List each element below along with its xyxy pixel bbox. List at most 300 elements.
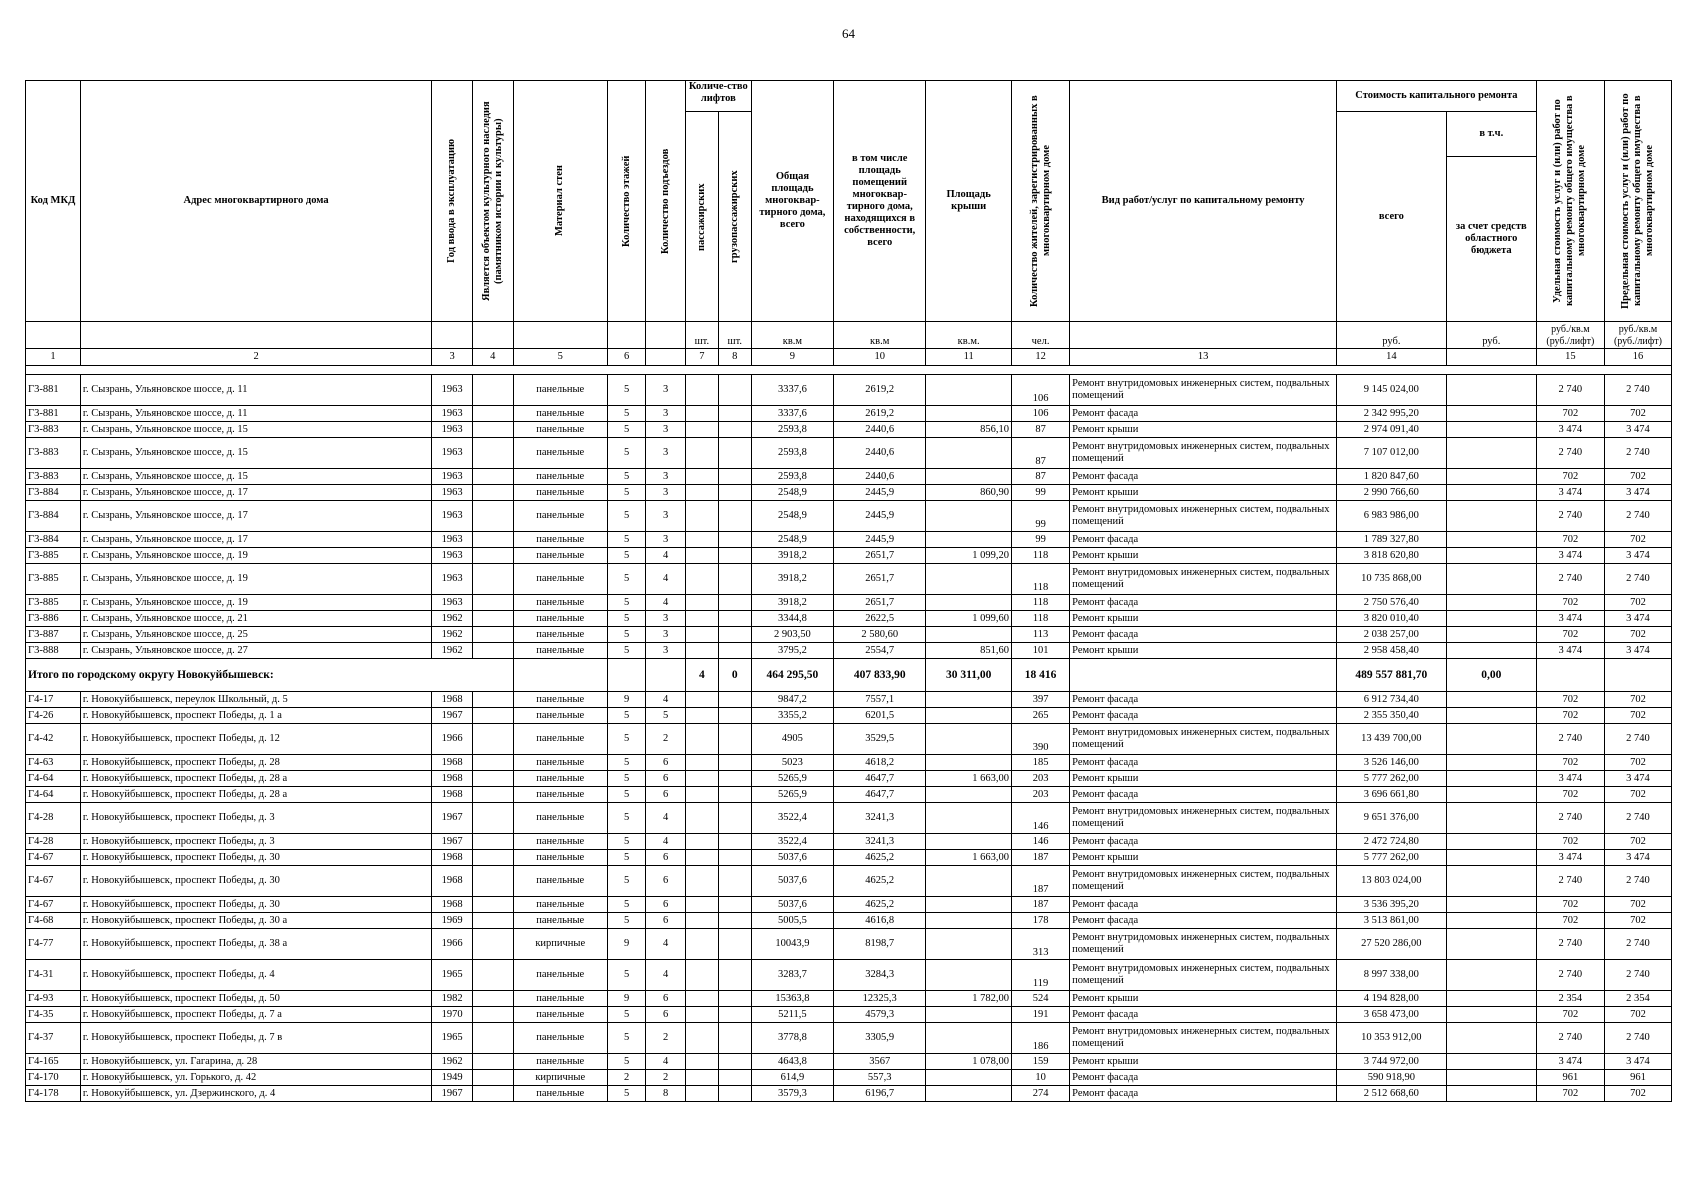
- cell-limit-cost: 3 474: [1604, 771, 1671, 787]
- cell-code: Г3-883: [26, 422, 81, 438]
- cell-cost-total: 2 750 576,40: [1336, 595, 1446, 611]
- cell-floors: 5: [607, 708, 645, 724]
- rows-novokuybyshevsk: [26, 692, 1672, 1102]
- cell-year: 1962: [432, 611, 473, 627]
- cell-cost-total: 2 958 458,40: [1336, 643, 1446, 659]
- cell-unit-cost: 3 474: [1536, 1054, 1604, 1070]
- cell-heritage: [472, 755, 513, 771]
- table-row: [26, 643, 1672, 659]
- cell-limit-cost: 702: [1604, 1086, 1671, 1102]
- cell-wall-material: панельные: [513, 1086, 607, 1102]
- cell-residents: 119: [1011, 960, 1069, 991]
- cell-cost-total: 10 353 912,00: [1336, 1023, 1446, 1054]
- cell-area-total: 3337,6: [751, 406, 833, 422]
- cell-code: Г4-17: [26, 692, 81, 708]
- cell-heritage: [472, 375, 513, 406]
- cell-area-total: 2593,8: [751, 469, 833, 485]
- table-header: [26, 81, 1672, 375]
- cell-unit-cost: 3 474: [1536, 643, 1604, 659]
- table-row: [26, 548, 1672, 564]
- cell-work-type: Ремонт внутридомовых инженерных систем, подвальных помещений: [1070, 501, 1337, 532]
- cell-floors: 5: [607, 913, 645, 929]
- cell-area-owned: 2445,9: [834, 532, 926, 548]
- cell-lifts-pass: [685, 897, 718, 913]
- cell-address: г. Новокуйбышевск, ул. Горького, д. 42: [80, 1070, 431, 1086]
- cell-code: Г4-37: [26, 1023, 81, 1054]
- cell-area-owned: 557,3: [834, 1070, 926, 1086]
- cell-floors: 5: [607, 755, 645, 771]
- cell-area-owned: 3529,5: [834, 724, 926, 755]
- cell-area-owned: 2622,5: [834, 611, 926, 627]
- cell-entrances: 4: [646, 1054, 686, 1070]
- cell-limit-cost: 702: [1604, 692, 1671, 708]
- cell-entrances: 4: [646, 929, 686, 960]
- cell-year: 1962: [432, 1054, 473, 1070]
- cell-heritage: [472, 501, 513, 532]
- table-row: [26, 438, 1672, 469]
- cell-area-owned: 2651,7: [834, 595, 926, 611]
- cell-area-total: 3918,2: [751, 595, 833, 611]
- cell-year: 1968: [432, 897, 473, 913]
- total-section: [26, 659, 1672, 692]
- cell-address: г. Новокуйбышевск, проспект Победы, д. 28: [80, 755, 431, 771]
- cell-residents: 313: [1011, 929, 1069, 960]
- cell-lifts-cargo: [718, 406, 751, 422]
- cell-roof-area: [926, 708, 1012, 724]
- cell-limit-cost: 2 354: [1604, 991, 1671, 1007]
- cell-cost-budget: [1446, 1007, 1536, 1023]
- cell-roof-area: 856,10: [926, 422, 1012, 438]
- header-lifts-pass: пассажирских: [695, 182, 707, 251]
- cell-cost-total: 2 355 350,40: [1336, 708, 1446, 724]
- cell-area-total: 3337,6: [751, 375, 833, 406]
- cell-entrances: 3: [646, 532, 686, 548]
- cell-lifts-pass: [685, 501, 718, 532]
- cell-wall-material: панельные: [513, 1054, 607, 1070]
- cell-floors: 5: [607, 787, 645, 803]
- cell-entrances: 8: [646, 1086, 686, 1102]
- cell-unit-cost: 2 740: [1536, 438, 1604, 469]
- cell-residents: 265: [1011, 708, 1069, 724]
- cell-lifts-pass: [685, 548, 718, 564]
- cell-lifts-pass: [685, 929, 718, 960]
- unit-cell: шт.: [718, 322, 751, 349]
- cell-cost-total: 7 107 012,00: [1336, 438, 1446, 469]
- cell-code: Г4-35: [26, 1007, 81, 1023]
- cell-cost-total: 2 342 995,20: [1336, 406, 1446, 422]
- cell-wall-material: панельные: [513, 548, 607, 564]
- header-unit-cost: Удельная стоимость услуг и (или) работ по капитальному ремонту общего имущества в многоквартирном доме: [1552, 95, 1588, 307]
- cell-roof-area: [926, 897, 1012, 913]
- cell-year: 1968: [432, 692, 473, 708]
- cell-floors: 5: [607, 485, 645, 501]
- cell-cost-budget: [1446, 913, 1536, 929]
- cell-heritage: [472, 834, 513, 850]
- cell-code: Г4-64: [26, 787, 81, 803]
- cell-unit-cost: 3 474: [1536, 611, 1604, 627]
- cell-address: г. Сызрань, Ульяновское шоссе, д. 17: [80, 501, 431, 532]
- cell-lifts-cargo: [718, 438, 751, 469]
- cell-residents: 118: [1011, 548, 1069, 564]
- cell-cost-total: 3 820 010,40: [1336, 611, 1446, 627]
- header-area-total: Общая площадь многоквар-тирного дома, всего: [751, 81, 833, 322]
- cell-address: г. Сызрань, Ульяновское шоссе, д. 17: [80, 532, 431, 548]
- cell-code: Г3-884: [26, 532, 81, 548]
- cell-roof-area: 1 663,00: [926, 771, 1012, 787]
- cell-address: г. Новокуйбышевск, проспект Победы, д. 28 а: [80, 771, 431, 787]
- table-row: [26, 708, 1672, 724]
- cell-heritage: [472, 564, 513, 595]
- table-row: [26, 1070, 1672, 1086]
- cell-year: 1963: [432, 469, 473, 485]
- cell-cost-budget: [1446, 1070, 1536, 1086]
- total-roof-area: 30 311,00: [926, 659, 1012, 692]
- cell-floors: 5: [607, 643, 645, 659]
- cell-entrances: 6: [646, 897, 686, 913]
- cell-area-owned: 6196,7: [834, 1086, 926, 1102]
- cell-floors: 5: [607, 548, 645, 564]
- cell-limit-cost: 702: [1604, 627, 1671, 643]
- table-row: [26, 803, 1672, 834]
- cell-cost-budget: [1446, 406, 1536, 422]
- cell-residents: 524: [1011, 991, 1069, 1007]
- cell-limit-cost: 3 474: [1604, 1054, 1671, 1070]
- cell-heritage: [472, 913, 513, 929]
- cell-entrances: 3: [646, 501, 686, 532]
- cell-entrances: 2: [646, 1023, 686, 1054]
- cell-wall-material: панельные: [513, 422, 607, 438]
- cell-floors: 5: [607, 406, 645, 422]
- cell-area-total: 3283,7: [751, 960, 833, 991]
- cell-lifts-pass: [685, 708, 718, 724]
- cell-unit-cost: 702: [1536, 1086, 1604, 1102]
- table-row: [26, 1023, 1672, 1054]
- cell-unit-cost: 2 740: [1536, 803, 1604, 834]
- cell-lifts-cargo: [718, 1086, 751, 1102]
- cell-lifts-cargo: [718, 991, 751, 1007]
- cell-wall-material: панельные: [513, 724, 607, 755]
- header-cost-incl: в т.ч.: [1446, 112, 1536, 157]
- cell-lifts-cargo: [718, 485, 751, 501]
- header-heritage: Является объектом культурного наследия (памятником истории и культуры): [480, 101, 504, 301]
- cell-work-type: Ремонт внутридомовых инженерных систем, подвальных помещений: [1070, 960, 1337, 991]
- cell-area-owned: 7557,1: [834, 692, 926, 708]
- table-row: [26, 1007, 1672, 1023]
- cell-entrances: 3: [646, 406, 686, 422]
- page-number: 64: [842, 26, 855, 41]
- cell-code: Г4-31: [26, 960, 81, 991]
- cell-code: Г4-67: [26, 897, 81, 913]
- table-row: [26, 834, 1672, 850]
- cell-year: 1962: [432, 627, 473, 643]
- cell-year: 1968: [432, 850, 473, 866]
- cell-floors: 5: [607, 866, 645, 897]
- cell-year: 1966: [432, 724, 473, 755]
- total-residents: 18 416: [1011, 659, 1069, 692]
- cell-lifts-pass: [685, 406, 718, 422]
- cell-area-total: 5023: [751, 755, 833, 771]
- cell-heritage: [472, 1086, 513, 1102]
- cell-year: 1963: [432, 375, 473, 406]
- cell-roof-area: [926, 532, 1012, 548]
- cell-cost-total: 590 918,90: [1336, 1070, 1446, 1086]
- table-row: [26, 422, 1672, 438]
- cell-work-type: Ремонт внутридомовых инженерных систем, подвальных помещений: [1070, 438, 1337, 469]
- cell-floors: 5: [607, 501, 645, 532]
- cell-cost-total: 3 696 661,80: [1336, 787, 1446, 803]
- cell-lifts-cargo: [718, 929, 751, 960]
- cell-area-total: 5265,9: [751, 787, 833, 803]
- cell-unit-cost: 2 740: [1536, 564, 1604, 595]
- total-area: 464 295,50: [751, 659, 833, 692]
- cell-limit-cost: 702: [1604, 834, 1671, 850]
- cell-limit-cost: 2 740: [1604, 724, 1671, 755]
- cell-area-total: 5037,6: [751, 850, 833, 866]
- cell-residents: 159: [1011, 1054, 1069, 1070]
- cell-work-type: Ремонт внутридомовых инженерных систем, подвальных помещений: [1070, 1023, 1337, 1054]
- cell-work-type: Ремонт фасада: [1070, 913, 1337, 929]
- cell-area-owned: 4625,2: [834, 850, 926, 866]
- capital-repair-table: [25, 80, 1672, 1102]
- cell-entrances: 4: [646, 595, 686, 611]
- cell-address: г. Новокуйбышевск, проспект Победы, д. 30: [80, 866, 431, 897]
- cell-year: 1969: [432, 913, 473, 929]
- cell-roof-area: [926, 406, 1012, 422]
- cell-wall-material: панельные: [513, 850, 607, 866]
- cell-entrances: 6: [646, 787, 686, 803]
- cell-work-type: Ремонт внутридомовых инженерных систем, подвальных помещений: [1070, 564, 1337, 595]
- cell-residents: 397: [1011, 692, 1069, 708]
- table-row: [26, 501, 1672, 532]
- cell-lifts-pass: [685, 1086, 718, 1102]
- cell-address: г. Новокуйбышевск, проспект Победы, д. 38 а: [80, 929, 431, 960]
- cell-cost-total: 27 520 286,00: [1336, 929, 1446, 960]
- cell-lifts-cargo: [718, 897, 751, 913]
- table-row: [26, 755, 1672, 771]
- cell-cost-budget: [1446, 708, 1536, 724]
- cell-lifts-pass: [685, 724, 718, 755]
- cell-cost-budget: [1446, 929, 1536, 960]
- cell-wall-material: панельные: [513, 866, 607, 897]
- column-number: 11: [926, 349, 1012, 366]
- cell-unit-cost: 3 474: [1536, 548, 1604, 564]
- cell-work-type: Ремонт фасада: [1070, 532, 1337, 548]
- table-row: [26, 897, 1672, 913]
- cell-lifts-cargo: [718, 708, 751, 724]
- cell-heritage: [472, 803, 513, 834]
- cell-roof-area: 860,90: [926, 485, 1012, 501]
- cell-work-type: Ремонт фасада: [1070, 755, 1337, 771]
- cell-cost-budget: [1446, 755, 1536, 771]
- cell-residents: 99: [1011, 485, 1069, 501]
- cell-year: 1967: [432, 803, 473, 834]
- cell-cost-budget: [1446, 692, 1536, 708]
- cell-code: Г4-68: [26, 913, 81, 929]
- cell-limit-cost: 702: [1604, 532, 1671, 548]
- cell-year: 1967: [432, 834, 473, 850]
- column-number: 4: [472, 349, 513, 366]
- cell-area-total: 5265,9: [751, 771, 833, 787]
- cell-cost-total: 10 735 868,00: [1336, 564, 1446, 595]
- unit-cell: кв.м: [751, 322, 833, 349]
- column-number: 3: [432, 349, 473, 366]
- cell-code: Г3-885: [26, 548, 81, 564]
- table-row: [26, 469, 1672, 485]
- cell-wall-material: панельные: [513, 406, 607, 422]
- cell-residents: 187: [1011, 866, 1069, 897]
- cell-residents: 106: [1011, 406, 1069, 422]
- cell-code: Г3-881: [26, 406, 81, 422]
- cell-code: Г4-77: [26, 929, 81, 960]
- cell-work-type: Ремонт внутридомовых инженерных систем, подвальных помещений: [1070, 724, 1337, 755]
- cell-residents: 99: [1011, 532, 1069, 548]
- cell-code: Г4-28: [26, 803, 81, 834]
- cell-work-type: Ремонт фасада: [1070, 1086, 1337, 1102]
- cell-floors: 5: [607, 1023, 645, 1054]
- cell-lifts-cargo: [718, 1007, 751, 1023]
- cell-year: 1963: [432, 438, 473, 469]
- cell-entrances: 4: [646, 834, 686, 850]
- cell-code: Г4-67: [26, 850, 81, 866]
- cell-area-total: 614,9: [751, 1070, 833, 1086]
- cell-residents: 113: [1011, 627, 1069, 643]
- cell-code: Г3-884: [26, 485, 81, 501]
- cell-roof-area: [926, 1070, 1012, 1086]
- cell-address: г. Сызрань, Ульяновское шоссе, д. 19: [80, 595, 431, 611]
- cell-work-type: Ремонт фасада: [1070, 787, 1337, 803]
- cell-limit-cost: 2 740: [1604, 929, 1671, 960]
- cell-work-type: Ремонт крыши: [1070, 548, 1337, 564]
- cell-year: 1963: [432, 422, 473, 438]
- header-cost-total: всего: [1336, 112, 1446, 322]
- cell-limit-cost: 3 474: [1604, 422, 1671, 438]
- cell-unit-cost: 702: [1536, 627, 1604, 643]
- cell-lifts-cargo: [718, 643, 751, 659]
- cell-lifts-cargo: [718, 866, 751, 897]
- cell-work-type: Ремонт фасада: [1070, 1070, 1337, 1086]
- cell-cost-budget: [1446, 469, 1536, 485]
- cell-area-total: 10043,9: [751, 929, 833, 960]
- cell-lifts-pass: [685, 564, 718, 595]
- cell-floors: 5: [607, 438, 645, 469]
- cell-year: 1963: [432, 485, 473, 501]
- cell-unit-cost: 2 354: [1536, 991, 1604, 1007]
- cell-entrances: 3: [646, 485, 686, 501]
- cell-work-type: Ремонт фасада: [1070, 708, 1337, 724]
- cell-work-type: Ремонт фасада: [1070, 469, 1337, 485]
- cell-work-type: Ремонт фасада: [1070, 627, 1337, 643]
- cell-lifts-cargo: [718, 627, 751, 643]
- cell-roof-area: 1 099,20: [926, 548, 1012, 564]
- cell-roof-area: 1 663,00: [926, 850, 1012, 866]
- cell-area-total: 5005,5: [751, 913, 833, 929]
- cell-roof-area: [926, 692, 1012, 708]
- cell-area-owned: 2619,2: [834, 406, 926, 422]
- cell-lifts-pass: [685, 1070, 718, 1086]
- unit-cell: руб.: [1446, 322, 1536, 349]
- cell-floors: 5: [607, 375, 645, 406]
- cell-residents: 87: [1011, 422, 1069, 438]
- cell-work-type: Ремонт внутридомовых инженерных систем, подвальных помещений: [1070, 803, 1337, 834]
- cell-lifts-pass: [685, 469, 718, 485]
- cell-heritage: [472, 548, 513, 564]
- cell-residents: 274: [1011, 1086, 1069, 1102]
- cell-cost-budget: [1446, 501, 1536, 532]
- cell-heritage: [472, 643, 513, 659]
- cell-lifts-pass: [685, 422, 718, 438]
- cell-work-type: Ремонт крыши: [1070, 1054, 1337, 1070]
- unit-cell: кв.м: [834, 322, 926, 349]
- cell-area-total: 4905: [751, 724, 833, 755]
- cell-wall-material: панельные: [513, 611, 607, 627]
- cell-cost-budget: [1446, 375, 1536, 406]
- cell-unit-cost: 702: [1536, 787, 1604, 803]
- cell-unit-cost: 702: [1536, 1007, 1604, 1023]
- cell-area-owned: 2619,2: [834, 375, 926, 406]
- cell-floors: 2: [607, 1070, 645, 1086]
- cell-roof-area: [926, 960, 1012, 991]
- cell-unit-cost: 961: [1536, 1070, 1604, 1086]
- cell-wall-material: панельные: [513, 485, 607, 501]
- cell-floors: 5: [607, 1086, 645, 1102]
- cell-limit-cost: 3 474: [1604, 485, 1671, 501]
- cell-unit-cost: 3 474: [1536, 422, 1604, 438]
- cell-floors: 5: [607, 422, 645, 438]
- cell-floors: 5: [607, 469, 645, 485]
- cell-lifts-cargo: [718, 1054, 751, 1070]
- total-label: Итого по городскому округу Новокуйбышевск:: [26, 659, 514, 692]
- table-row: [26, 375, 1672, 406]
- cell-limit-cost: 2 740: [1604, 438, 1671, 469]
- cell-area-owned: 4579,3: [834, 1007, 926, 1023]
- cell-cost-budget: [1446, 485, 1536, 501]
- cell-limit-cost: 702: [1604, 897, 1671, 913]
- cell-area-total: 3918,2: [751, 548, 833, 564]
- cell-area-owned: 4647,7: [834, 771, 926, 787]
- cell-area-owned: 4616,8: [834, 913, 926, 929]
- cell-work-type: Ремонт крыши: [1070, 611, 1337, 627]
- column-number: 15: [1536, 349, 1604, 366]
- cell-area-total: 3522,4: [751, 803, 833, 834]
- cell-work-type: Ремонт внутридомовых инженерных систем, подвальных помещений: [1070, 866, 1337, 897]
- table-row: [26, 406, 1672, 422]
- column-number: 13: [1070, 349, 1337, 366]
- total-cost: 489 557 881,70: [1336, 659, 1446, 692]
- cell-address: г. Сызрань, Ульяновское шоссе, д. 27: [80, 643, 431, 659]
- cell-wall-material: панельные: [513, 960, 607, 991]
- cell-year: 1967: [432, 1086, 473, 1102]
- cell-work-type: Ремонт крыши: [1070, 485, 1337, 501]
- cell-residents: 146: [1011, 834, 1069, 850]
- cell-cost-budget: [1446, 866, 1536, 897]
- cell-code: Г3-883: [26, 438, 81, 469]
- cell-code: Г3-884: [26, 501, 81, 532]
- cell-floors: 9: [607, 692, 645, 708]
- cell-lifts-cargo: [718, 611, 751, 627]
- cell-lifts-cargo: [718, 834, 751, 850]
- cell-floors: 9: [607, 929, 645, 960]
- cell-address: г. Новокуйбышевск, проспект Победы, д. 30: [80, 850, 431, 866]
- cell-lifts-pass: [685, 913, 718, 929]
- cell-unit-cost: 702: [1536, 532, 1604, 548]
- total-lifts-pass: 4: [685, 659, 718, 692]
- cell-address: г. Сызрань, Ульяновское шоссе, д. 25: [80, 627, 431, 643]
- cell-roof-area: [926, 564, 1012, 595]
- cell-cost-budget: [1446, 1023, 1536, 1054]
- cell-unit-cost: 702: [1536, 897, 1604, 913]
- cell-limit-cost: 3 474: [1604, 643, 1671, 659]
- cell-address: г. Новокуйбышевск, проспект Победы, д. 1 а: [80, 708, 431, 724]
